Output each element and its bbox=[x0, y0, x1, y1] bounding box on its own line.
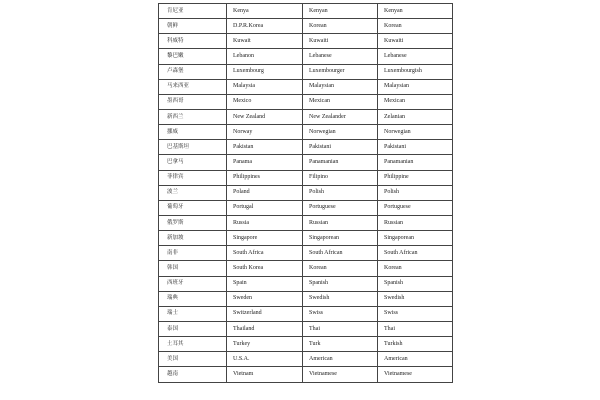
chinese-name-cell: 泰国 bbox=[159, 321, 227, 336]
chinese-name-cell: 越南 bbox=[159, 367, 227, 382]
language-cell: American bbox=[378, 352, 453, 367]
table-body bbox=[159, 4, 453, 383]
table-row bbox=[159, 321, 453, 336]
chinese-name-cell: 巴基斯坦 bbox=[159, 140, 227, 155]
language-cell: Polish bbox=[378, 185, 453, 200]
chinese-name-cell: 韩国 bbox=[159, 261, 227, 276]
chinese-name-cell: 西班牙 bbox=[159, 276, 227, 291]
table-row bbox=[159, 352, 453, 367]
chinese-name-cell: 南非 bbox=[159, 246, 227, 261]
table-row bbox=[159, 200, 453, 215]
adjective-cell: Turk bbox=[303, 337, 378, 352]
adjective-cell: American bbox=[303, 352, 378, 367]
adjective-cell: Singaporean bbox=[303, 231, 378, 246]
country-name-cell: Norway bbox=[227, 125, 303, 140]
country-name-cell: Singapore bbox=[227, 231, 303, 246]
table-row bbox=[159, 185, 453, 200]
adjective-cell: Swedish bbox=[303, 291, 378, 306]
country-name-cell: Spain bbox=[227, 276, 303, 291]
language-cell: Kuwaiti bbox=[378, 34, 453, 49]
table-row bbox=[159, 140, 453, 155]
chinese-name-cell: 挪威 bbox=[159, 125, 227, 140]
adjective-cell: Swiss bbox=[303, 306, 378, 321]
table-row bbox=[159, 337, 453, 352]
adjective-cell: Pakistani bbox=[303, 140, 378, 155]
table-row bbox=[159, 261, 453, 276]
table-row bbox=[159, 19, 453, 34]
language-cell: Norwegian bbox=[378, 125, 453, 140]
language-cell: Luxembourgish bbox=[378, 64, 453, 79]
adjective-cell: Vietnamese bbox=[303, 367, 378, 382]
language-cell: Russian bbox=[378, 215, 453, 230]
chinese-name-cell: 肯尼亚 bbox=[159, 4, 227, 19]
country-name-cell: New Zealand bbox=[227, 109, 303, 124]
chinese-name-cell: 科威特 bbox=[159, 34, 227, 49]
adjective-cell: Russian bbox=[303, 215, 378, 230]
country-name-cell: Portugal bbox=[227, 200, 303, 215]
table-row bbox=[159, 215, 453, 230]
table-row bbox=[159, 231, 453, 246]
country-name-cell: Malaysia bbox=[227, 79, 303, 94]
adjective-cell: Norwegian bbox=[303, 125, 378, 140]
adjective-cell: Kuwaiti bbox=[303, 34, 378, 49]
table-row bbox=[159, 276, 453, 291]
adjective-cell: New Zealander bbox=[303, 109, 378, 124]
adjective-cell: South African bbox=[303, 246, 378, 261]
table-row bbox=[159, 64, 453, 79]
chinese-name-cell: 新加坡 bbox=[159, 231, 227, 246]
table-row bbox=[159, 155, 453, 170]
country-name-cell: South Africa bbox=[227, 246, 303, 261]
country-name-cell: D.P.R.Korea bbox=[227, 19, 303, 34]
chinese-name-cell: 瑞典 bbox=[159, 291, 227, 306]
language-cell: Portuguese bbox=[378, 200, 453, 215]
country-name-cell: Luxembourg bbox=[227, 64, 303, 79]
language-cell: Pakistani bbox=[378, 140, 453, 155]
chinese-name-cell: 朝鲜 bbox=[159, 19, 227, 34]
language-cell: Korean bbox=[378, 19, 453, 34]
country-name-cell: U.S.A. bbox=[227, 352, 303, 367]
language-cell: Lebanese bbox=[378, 49, 453, 64]
chinese-name-cell: 马来西亚 bbox=[159, 79, 227, 94]
chinese-name-cell: 黎巴嫩 bbox=[159, 49, 227, 64]
chinese-name-cell: 俄罗斯 bbox=[159, 215, 227, 230]
country-name-cell: Lebanon bbox=[227, 49, 303, 64]
table-row bbox=[159, 4, 453, 19]
adjective-cell: Polish bbox=[303, 185, 378, 200]
country-name-cell: Turkey bbox=[227, 337, 303, 352]
language-cell: Kenyan bbox=[378, 4, 453, 19]
chinese-name-cell: 波兰 bbox=[159, 185, 227, 200]
chinese-name-cell: 墨西哥 bbox=[159, 94, 227, 109]
country-name-cell: Sweden bbox=[227, 291, 303, 306]
chinese-name-cell: 巴拿马 bbox=[159, 155, 227, 170]
country-name-table bbox=[158, 3, 453, 383]
table-row bbox=[159, 79, 453, 94]
adjective-cell: Korean bbox=[303, 19, 378, 34]
adjective-cell: Portuguese bbox=[303, 200, 378, 215]
language-cell: Malaysian bbox=[378, 79, 453, 94]
country-name-cell: Kenya bbox=[227, 4, 303, 19]
chinese-name-cell: 菲律宾 bbox=[159, 170, 227, 185]
language-cell: South African bbox=[378, 246, 453, 261]
country-name-cell: South Korea bbox=[227, 261, 303, 276]
country-name-cell: Thailand bbox=[227, 321, 303, 336]
adjective-cell: Kenyan bbox=[303, 4, 378, 19]
country-name-cell: Poland bbox=[227, 185, 303, 200]
country-name-cell: Philippines bbox=[227, 170, 303, 185]
chinese-name-cell: 卢森堡 bbox=[159, 64, 227, 79]
table-row bbox=[159, 109, 453, 124]
table-row bbox=[159, 94, 453, 109]
chinese-name-cell: 新西兰 bbox=[159, 109, 227, 124]
country-name-cell: Pakistan bbox=[227, 140, 303, 155]
adjective-cell: Luxembourger bbox=[303, 64, 378, 79]
language-cell: Mexican bbox=[378, 94, 453, 109]
language-cell: Thai bbox=[378, 321, 453, 336]
adjective-cell: Thai bbox=[303, 321, 378, 336]
language-cell: Swedish bbox=[378, 291, 453, 306]
table-row bbox=[159, 367, 453, 382]
country-name-cell: Mexico bbox=[227, 94, 303, 109]
language-cell: Spanish bbox=[378, 276, 453, 291]
chinese-name-cell: 美国 bbox=[159, 352, 227, 367]
adjective-cell: Mexican bbox=[303, 94, 378, 109]
language-cell: Zelanian bbox=[378, 109, 453, 124]
table-row bbox=[159, 125, 453, 140]
table-row bbox=[159, 34, 453, 49]
language-cell: Philippine bbox=[378, 170, 453, 185]
language-cell: Vietnamese bbox=[378, 367, 453, 382]
adjective-cell: Korean bbox=[303, 261, 378, 276]
language-cell: Korean bbox=[378, 261, 453, 276]
language-cell: Singaporean bbox=[378, 231, 453, 246]
table-row bbox=[159, 306, 453, 321]
table-row bbox=[159, 49, 453, 64]
table-row bbox=[159, 246, 453, 261]
adjective-cell: Spanish bbox=[303, 276, 378, 291]
chinese-name-cell: 土耳其 bbox=[159, 337, 227, 352]
table-row bbox=[159, 291, 453, 306]
country-name-cell: Panama bbox=[227, 155, 303, 170]
adjective-cell: Filipino bbox=[303, 170, 378, 185]
chinese-name-cell: 葡萄牙 bbox=[159, 200, 227, 215]
language-cell: Turkish bbox=[378, 337, 453, 352]
language-cell: Panamanian bbox=[378, 155, 453, 170]
country-name-cell: Russia bbox=[227, 215, 303, 230]
table-row bbox=[159, 170, 453, 185]
chinese-name-cell: 瑞士 bbox=[159, 306, 227, 321]
adjective-cell: Lebanese bbox=[303, 49, 378, 64]
country-name-cell: Vietnam bbox=[227, 367, 303, 382]
adjective-cell: Malaysian bbox=[303, 79, 378, 94]
country-name-cell: Switzerland bbox=[227, 306, 303, 321]
adjective-cell: Panamanian bbox=[303, 155, 378, 170]
language-cell: Swiss bbox=[378, 306, 453, 321]
country-name-cell: Kuwait bbox=[227, 34, 303, 49]
